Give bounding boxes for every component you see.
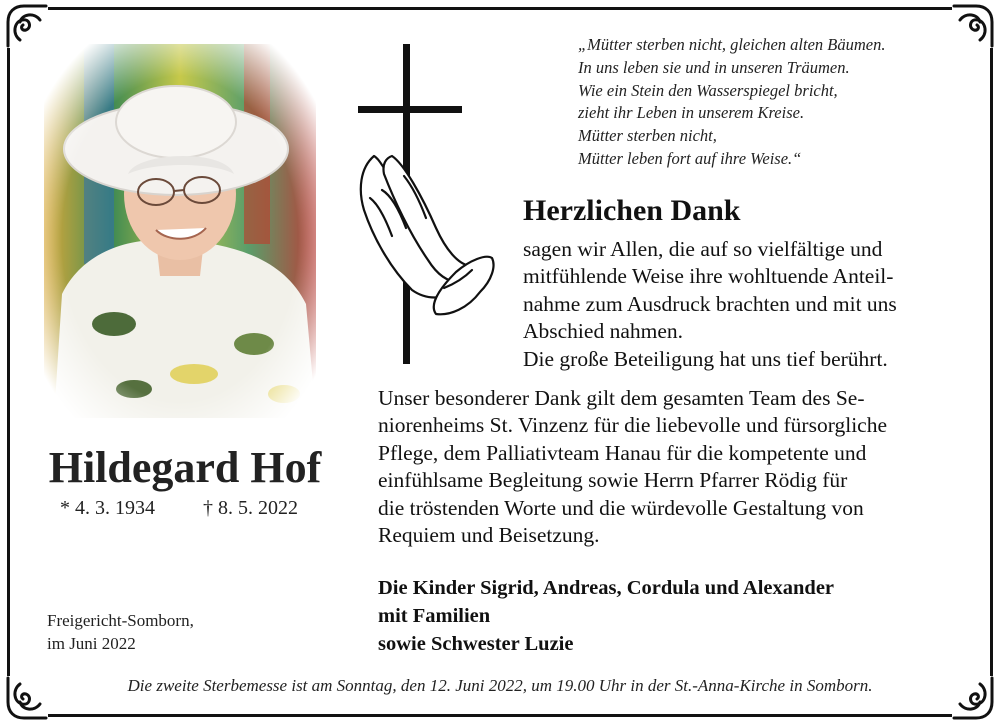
special-line: niorenheims St. Vinzenz für die liebevolle und fürsorgliche bbox=[378, 413, 888, 438]
thanks-heading: Herzlichen Dank bbox=[523, 194, 741, 227]
ornament-corner-icon bbox=[952, 0, 1000, 48]
thanks-intro bbox=[523, 236, 897, 373]
intro-line: sagen wir Allen, die auf so vielfältige und bbox=[523, 237, 883, 261]
deceased-name: Hildegard Hof bbox=[48, 443, 322, 492]
poem-line: Wie ein Stein den Wasserspiegel bricht, bbox=[578, 80, 838, 100]
intro-line: Die große Beteiligung hat uns tief berührt. bbox=[523, 346, 888, 371]
frame-top-line bbox=[48, 7, 952, 10]
praying-hands-icon bbox=[352, 150, 498, 328]
special-line: Requiem und Beisetzung. bbox=[378, 523, 600, 548]
signature-line: Die Kinder Sigrid, Andreas, Cordula und Alexander bbox=[378, 577, 835, 599]
special-line: einfühlsame Begleitung sowie Herrn Pfarrer Rödig für bbox=[378, 468, 848, 493]
intro-line: Abschied nahmen. bbox=[523, 319, 684, 344]
portrait-photo bbox=[44, 44, 316, 418]
special-line: die tröstenden Worte und die würdevolle Gestaltung von bbox=[378, 495, 864, 520]
ornament-corner-icon bbox=[0, 0, 48, 48]
special-line: Unser besonderer Dank gilt dem gesamten Team des Se- bbox=[378, 386, 865, 410]
frame-bottom-line bbox=[48, 714, 952, 717]
poem-line: Mütter sterben nicht, bbox=[578, 126, 717, 146]
intro-line: nahme zum Ausdruck brachten und mit uns bbox=[523, 291, 897, 316]
place-line: Freigericht-Somborn, bbox=[47, 611, 194, 630]
death-date: † 8. 5. 2022 bbox=[203, 497, 298, 519]
frame-right-line bbox=[990, 48, 993, 676]
special-line: Pflege, dem Palliativteam Hanau für die kompetente und bbox=[378, 440, 867, 465]
signature bbox=[378, 574, 834, 658]
poem-line: In uns leben sie und in unseren Träumen. bbox=[578, 57, 850, 77]
poem-line: „Mütter sterben nicht, gleichen alten Bäumen. bbox=[578, 35, 886, 54]
signature-line: sowie Schwester Luzie bbox=[378, 633, 574, 655]
frame-left-line bbox=[7, 48, 10, 676]
poem-line: Mütter leben fort auf ihre Weise.“ bbox=[578, 148, 802, 168]
special-thanks bbox=[378, 385, 887, 549]
birth-date: * 4. 3. 1934 bbox=[60, 497, 155, 519]
poem-line: zieht ihr Leben in unserem Kreise. bbox=[578, 103, 805, 123]
mass-notice: Die zweite Sterbemesse ist am Sonntag, den 12. Juni 2022, um 19.00 Uhr in der St.-Anna-Kirche in Somborn. bbox=[127, 676, 873, 695]
intro-line: mitfühlende Weise ihre wohltuende Anteil- bbox=[523, 264, 894, 289]
poem bbox=[578, 34, 885, 171]
date-line: im Juni 2022 bbox=[47, 634, 136, 653]
signature-line: mit Familien bbox=[378, 605, 491, 627]
